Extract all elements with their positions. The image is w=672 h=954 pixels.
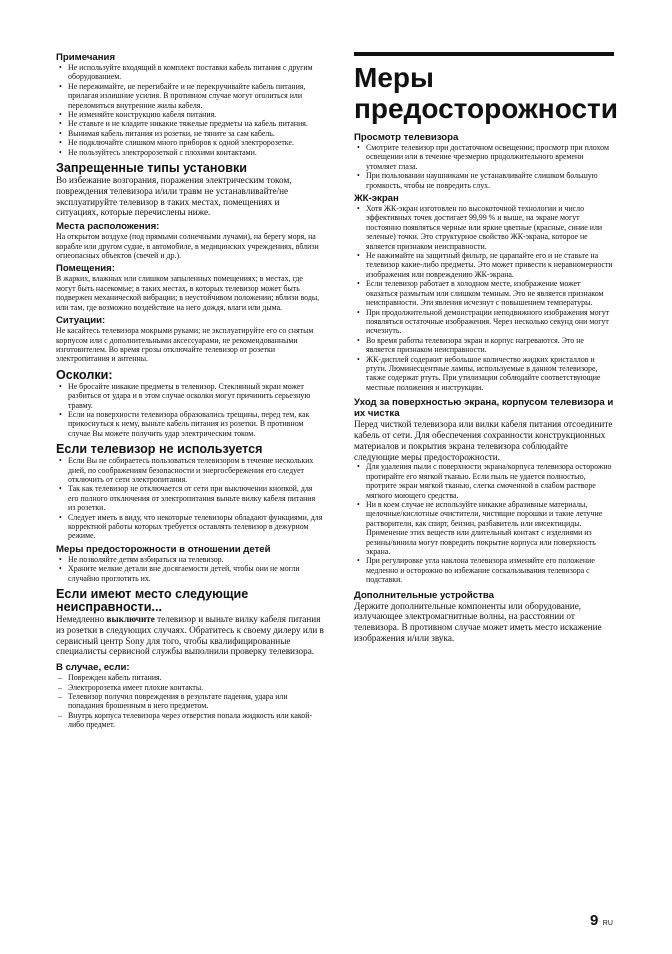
forbidden-text: Во избежание возгорания, поражения электрическим током, повреждения телевизора и/или травм не устанавливайте/не эксплуатируйте телевизор в таких местах, помещениях и ситуациях, которые перечислены ниже.	[56, 175, 292, 218]
list-item: • Храните мелкие детали вне досягаемости детей, чтобы они не могли случайно проглотить их.	[56, 564, 324, 583]
list-item: • При регулировке угла наклона телевизора изменяйте его положение медленно и осторожно во избежание соскальзывания телевизора с подставки.	[354, 556, 614, 584]
malfunction-bold: выключите	[106, 614, 155, 625]
lcd-heading: ЖК-экран	[354, 193, 399, 205]
list-item: • Не бросайте никакие предметы в телевизор. Стеклянный экран может разбиться от удара и в этом случае осколки могут причинить серьезную травму.	[56, 382, 324, 410]
list-item: • При продолжительной демонстрации неподвижного изображения могут появляться остаточные изображения. Через несколько секунд они могут исчезнуть.	[354, 308, 614, 336]
extra-heading: Дополнительные устройства	[354, 589, 494, 601]
list-item: • Если Вы не собираетесь пользоваться телевизором в течение нескольких дней, по соображениям безопасности и энергосбережения его следует отключить от сети электропитания.	[56, 456, 324, 484]
list-item: • Не нажимайте на защитный фильтр, не царапайте его и не ставьте на телевизор какие-либо предметы. Это может привести к неравномерности изображения или повреждению ЖК-экрана.	[354, 251, 614, 279]
list-item: • Вынимая кабель питания из розетки, не тяните за сам кабель.	[56, 129, 324, 138]
list-item: • Не ставьте и не кладите никакие тяжелые предметы на кабель питания.	[56, 119, 324, 128]
care-list	[354, 462, 614, 584]
list-item: • Ни в коем случае не используйте никакие абразивные материалы, щелочные/кислотные очистители, чистящие порошки и такие летучие растворители, как спирт, бензин, разбавитель или инсектициды. Применение этих веществ или длительный контакт с изделиями из резины/винила могут повредить покрытие корпуса или поверхность экрана.	[354, 500, 614, 556]
rooms-heading: Помещения:	[56, 263, 115, 275]
notes-heading: Примечания	[56, 52, 116, 63]
lcd-list	[354, 204, 614, 392]
page-number-value: 9	[590, 912, 599, 929]
list-item: • Не подключайте слишком много приборов к одной электророзетке.	[56, 138, 324, 147]
list-item: • Если на поверхности телевизора образовались трещины, перед тем, как прикоснуться к нему, выньте кабель питания из розетки. В противном случае Вы можете получить удар электрическим током.	[56, 410, 324, 438]
malfunction-text: Немедленно выключите телевизор и выньте вилку кабеля питания из розетки в следующих случаях. Обратитесь к своему дилеру или в сервисный центр Sony для того, чтобы квалифицированные специалисты сервисной службы выполнили проверку телевизора.	[56, 614, 324, 657]
list-item: • Не используйте входящий в комплект поставки кабель питания с другим оборудованием.	[56, 63, 324, 82]
list-item: • ЖК-дисплей содержит небольшое количество жидких кристаллов и ртути. Люминесцентные лампы, используемые в данном телевизоре, также содержат ртуть. При утилизации соблюдайте соответствующие местные положения и инструкции.	[354, 355, 614, 393]
page-language: RU	[602, 920, 613, 927]
list-item: • Не позволяйте детям взбираться на телевизор.	[56, 555, 324, 564]
list-item: • Во время работы телевизора экран и корпус нагреваются. Это не является признаком неисправности.	[354, 336, 614, 355]
list-item: • Если телевизор работает в холодном месте, изображение может оказаться размытым или слишком темным. Это не является признаком неисправности. Эти явления исчезнут с повышением температуры.	[354, 279, 614, 307]
incase-list	[56, 673, 324, 729]
rooms-text: В жарких, влажных или слишком запыленных помещениях; в местах, где могут быть насекомые; в таких местах, в которых телевизор может быть подвержен механической вибрации; в неустойчивом положении; вблизи воды, или там, где возможно воздействие на него дождя, влаги или дыма.	[56, 274, 320, 312]
list-item: – Телевизор получил повреждения в результате падения, удара или попадания брошенным в него предметом.	[56, 692, 324, 711]
care-heading: Уход за поверхностью экрана, корпусом телевизора и их чистка	[354, 397, 614, 420]
right-column	[354, 52, 618, 644]
viewing-heading: Просмотр телевизора	[354, 132, 459, 143]
list-item: • Следует иметь в виду, что некоторые телевизоры обладают функциями, для корректной работы которых требуется оставлять телевизор в дежурном режиме.	[56, 513, 324, 541]
children-list	[56, 555, 324, 583]
notes-list	[56, 63, 324, 157]
list-item: • Не пользуйтесь электророзеткой с плохими контактами.	[56, 148, 324, 157]
children-heading: Меры предосторожности в отношении детей	[56, 543, 271, 555]
incase-heading: В случае, если:	[56, 662, 130, 674]
page-number	[590, 912, 613, 930]
malfunction-heading: Если имеют место следующие неисправности...	[56, 587, 249, 615]
list-item: • Не изменяйте конструкцию кабеля питания.	[56, 110, 324, 119]
list-item: • Смотрите телевизор при достаточном освещении; просмотр при плохом освещении или в течение чрезмерно продолжительного времени утомляет глаза.	[354, 143, 614, 171]
places-heading: Места расположения:	[56, 221, 160, 233]
notused-list	[56, 456, 324, 541]
fragments-heading: Осколки:	[56, 367, 113, 382]
list-item: • Хотя ЖК-экран изготовлен по высокоточной технологии и число эффективных точек достигает 99,99 % и выше, на экране могут постоянно появляться черные или яркие цветные (красные, синие или зеленые) точки. Это структурное свойство ЖК-экрана, которое не является признаком неисправности.	[354, 204, 614, 251]
forbidden-heading: Запрещенные типы установки	[56, 161, 248, 176]
page-title: Меры предосторожности	[354, 52, 614, 124]
fragments-list	[56, 382, 324, 438]
list-item: • При пользовании наушниками не устанавливайте слишком большую громкость, чтобы не повредить слух.	[354, 171, 614, 190]
list-item: – Электророзетка имеет плохие контакты.	[56, 683, 324, 692]
list-item: – Поврежден кабель питания.	[56, 673, 324, 682]
left-column	[56, 52, 324, 730]
situations-heading: Ситуации:	[56, 315, 106, 327]
extra-text: Держите дополнительные компоненты или оборудование, излучающее электромагнитные волны, на расстоянии от телевизора. В противном случае может иметь место искажение изображения и/или звука.	[354, 600, 602, 644]
care-text: Перед чисткой телевизора или вилки кабеля питания отсоедините кабель от сети. Для обеспечения сохранности конструкционных материалов и покрытия экрана телевизора соблюдайте следующие меры предосторожности.	[354, 419, 613, 462]
situations-text: Не касайтесь телевизора мокрыми руками; не эксплуатируйте его со снятым корпусом или с дополнительными аксессуарами, не рекомендованными изготовителем. Во время грозы отключайте телевизор от розетки электропитания и антенны.	[56, 326, 314, 364]
list-item: – Внутрь корпуса телевизора через отверстия попала жидкость или какой-либо предмет.	[56, 711, 324, 730]
notused-heading: Если телевизор не используется	[56, 442, 263, 457]
viewing-list	[354, 143, 614, 190]
list-item: • Так как телевизор не отключается от сети при выключении кнопкой, для его полного отключения от электропитания выньте вилку кабеля питания из розетки.	[56, 484, 324, 512]
places-text: На открытом воздухе (под прямыми солнечными лучами), на берегу моря, на корабле или другом судне, в автомобиле, в медицинских учреждениях, вблизи огнеопасных объектов (свечей и др.).	[56, 232, 319, 261]
list-item: • Для удаления пыли с поверхности экрана/корпуса телевизора осторожно протирайте его мягкой тканью. Если пыль не удается полностью, протрите экран мягкой тканью, слегка смоченной в слабом растворе мягкого моющего средства.	[354, 462, 614, 500]
list-item: • Не пережимайте, не перегибайте и не перекручивайте кабель питания, прилагая излишние усилия. В противном случае могут оголиться или переломиться внутренние жилы кабеля.	[56, 82, 324, 110]
